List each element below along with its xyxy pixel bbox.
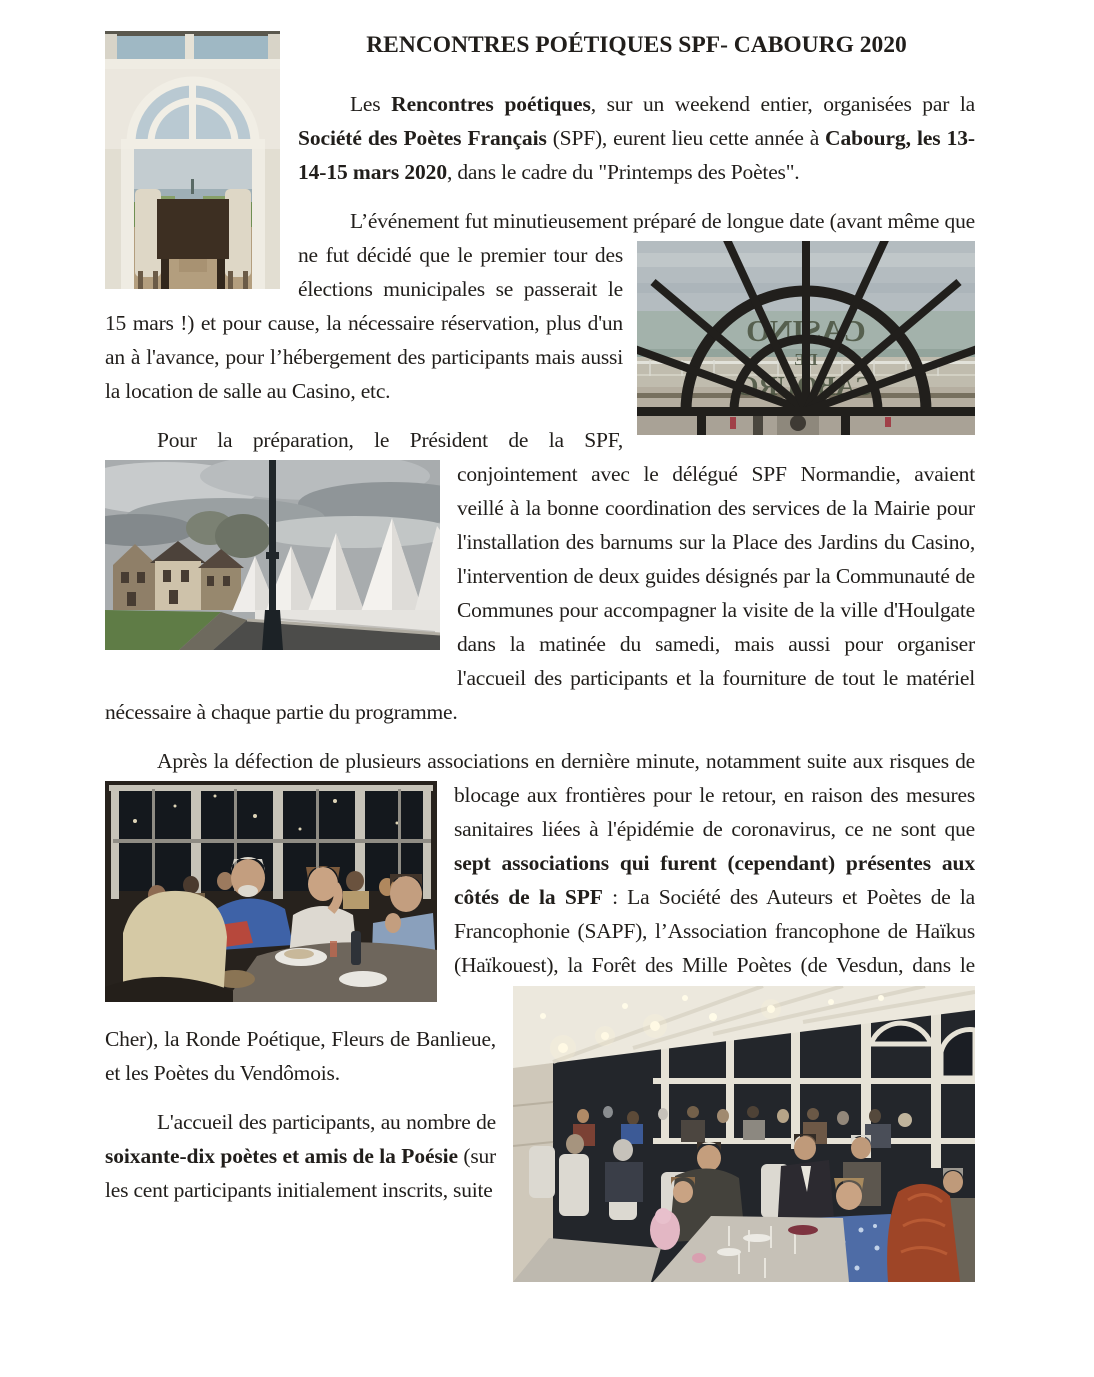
photo-participants-dinner xyxy=(105,781,437,1002)
svg-text:DE: DE xyxy=(794,350,818,369)
paragraph-associations-text-c: Mille Poètes (de Vesdun, dans le Cher), la Ronde Poétique, Fleurs de Banlieue, et les Poètes du Vendômois. xyxy=(105,953,976,1085)
photo-casino-window-drawing xyxy=(637,241,975,435)
paragraph-associations-text-a: Après la défection de plusieurs associations en dernière minute, notamment xyxy=(157,749,808,773)
photo-window-sea-view-drawing xyxy=(105,31,280,289)
svg-text:CABOURG: CABOURG xyxy=(737,371,875,401)
photo-white-tents-drawing xyxy=(105,460,440,650)
photo-white-tents xyxy=(105,460,440,650)
paragraph-associations-text-b: suite aux risques de blocage aux frontières pour le retour, en raison des mesures sanitaires liées à l'épidémie de coronavirus, ce ne sont que sept associations qui furent (cependant) présentes aux côtés de la SPF : La Société des Auteurs et Poètes de la Francophonie (SAPF), l’Association francophone de Haïkus (Haïkouest), la Forêt des xyxy=(454,749,976,977)
paragraph-preparation-text-a: L’événement fut minutieusement préparé de longue date xyxy=(350,209,830,233)
photo-window-sea-view xyxy=(105,31,280,289)
paragraph-coordination xyxy=(105,423,975,729)
photo-banquet-hall-drawing xyxy=(513,986,975,1282)
paragraph-accueil-text: L'accueil des participants, au nombre de soixante-dix poètes et amis de la Poésie (sur les cent participants initialement inscrits, suite xyxy=(105,1110,496,1202)
photo-banquet-hall xyxy=(513,986,975,1282)
paragraph-associations xyxy=(105,744,975,1090)
paragraph-intro-text: Les Rencontres poétiques, sur un weekend entier, organisées par la Société des Poètes Français (SPF), eurent lieu cette année à Cabourg, les 13-14-15 mars 2020, dans le cadre du "Printemps des Poètes". xyxy=(298,92,975,184)
paragraph-coordination-text-a: Pour la préparation, le Président de la SPF, conjointement avec le délégué SPF xyxy=(157,428,801,486)
photo-casino-window xyxy=(637,241,975,435)
photo-participants-dinner-drawing xyxy=(105,781,437,1002)
page-title: RENCONTRES POÉTIQUES SPF- CABOURG 2020 xyxy=(366,32,907,58)
paragraph-preparation-text-b: (avant même que ne fut décidé que le premier tour des élections municipales se passerait le 15 mars !) et pour cause, la nécessaire réservation, plus d'un an à l'avance, pour l’hébergement des participants mais aussi la location de salle au Casino, etc. xyxy=(105,209,975,403)
svg-text:CASINO: CASINO xyxy=(746,313,866,348)
paragraph-coordination-text-b: Normandie, avaient veillé à la bonne coordination des services de la Mairie pour l'installation des barnums sur la Place des Jardins du Casino, l'intervention de deux guides désignés par la Communauté de Communes pour accompagner la visite de la ville d'Houlgate dans la matinée du samedi, mais aussi pour organiser l'accueil des participants et la fourniture de tout le matériel nécessaire à chaque partie du programme. xyxy=(105,462,975,724)
